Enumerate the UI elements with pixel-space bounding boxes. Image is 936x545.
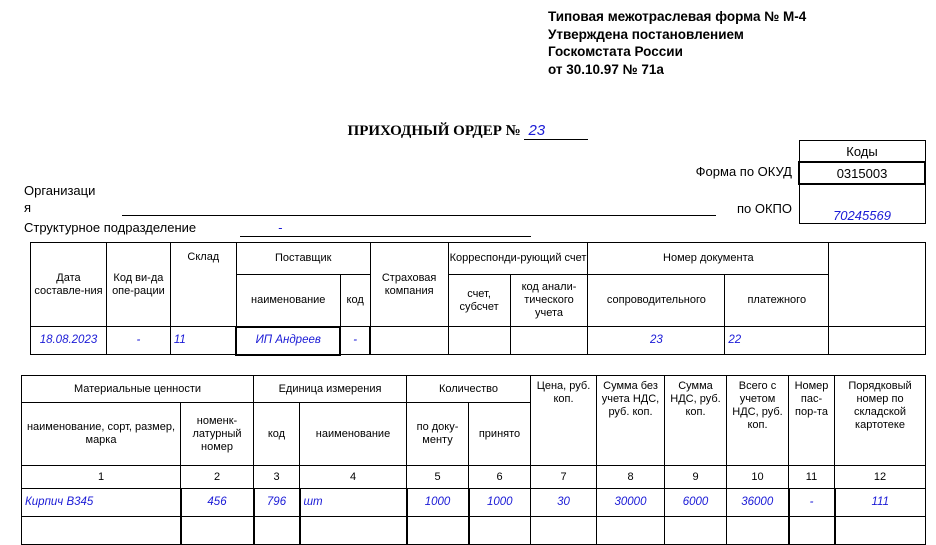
form-header-line: Типовая межотраслевая форма № М-4 [548, 9, 807, 24]
empty-cell [407, 517, 469, 545]
empty-cell [727, 517, 789, 545]
codes-table [798, 140, 926, 224]
okpo-label: по ОКПО [736, 201, 792, 216]
col-header-unit-code: код [254, 403, 300, 466]
col-header-warehouse: Склад [170, 243, 236, 327]
codes-header: Коды [799, 141, 925, 163]
col-header-vat: Сумма НДС, руб. коп. [665, 376, 727, 466]
col-header-nomenclature: номенк-латурный номер [181, 403, 254, 466]
col-header-date: Дата составле-ния [31, 243, 107, 327]
col-number: 9 [665, 466, 727, 489]
okpo-value: 70245569 [833, 208, 891, 223]
empty-cell [597, 517, 665, 545]
cell-extra [829, 327, 926, 355]
cell-vat: 6000 [665, 489, 727, 517]
col-header-supplier-code: код [340, 275, 370, 327]
col-number: 3 [254, 466, 300, 489]
cell-account [448, 327, 510, 355]
form-header-line: Утверждена постановлением [548, 26, 744, 42]
col-number: 6 [469, 466, 531, 489]
col-header-passport: Номер пас-пор-та [789, 376, 835, 466]
cell-supplier-code: - [340, 327, 370, 355]
organization-label [24, 182, 95, 216]
col-header-price: Цена, руб. коп. [531, 376, 597, 466]
cell-unit-name: шт [300, 489, 407, 517]
cell-supplier-name: ИП Андреев [236, 327, 340, 355]
empty-cell [665, 517, 727, 545]
col-header-supplier: Поставщик [236, 243, 370, 275]
subdivision-line [240, 236, 531, 237]
col-header-insurer: Страховая компания [370, 243, 448, 327]
form-header-line: Госкомстата России [548, 44, 683, 59]
col-number: 7 [531, 466, 597, 489]
col-header-op-code: Код ви-да опе-рации [106, 243, 170, 327]
empty-cell [789, 517, 835, 545]
cell-nomenclature: 456 [181, 489, 254, 517]
col-header-total-vat: Всего с учетом НДС, руб. коп. [727, 376, 789, 466]
col-number: 11 [789, 466, 835, 489]
cell-price: 30 [531, 489, 597, 517]
valuables-table [21, 375, 926, 545]
cell-unit-code: 796 [254, 489, 300, 517]
col-header-payment: платежного [725, 275, 829, 327]
cell-by-doc: 1000 [407, 489, 469, 517]
cell-accompanying: 23 [588, 327, 725, 355]
col-number: 4 [300, 466, 407, 489]
cell-accepted: 1000 [469, 489, 531, 517]
col-header-accepted: принято [469, 403, 531, 466]
empty-cell [181, 517, 254, 545]
col-header-doc-number: Номер документа [588, 243, 829, 275]
organization-label-line1: Организаци [24, 183, 96, 198]
form-header [548, 8, 806, 78]
empty-cell [254, 517, 300, 545]
col-header-card-no: Порядковый номер по складской картотеке [835, 376, 926, 466]
col-header-extra [829, 243, 926, 327]
col-header-analytic-code: код анали-тического учета [510, 275, 588, 327]
col-header-quantity: Количество [407, 376, 531, 403]
cell-op-code: - [106, 327, 170, 355]
cell-payment: 22 [725, 327, 829, 355]
subdivision-value: - [278, 220, 283, 235]
organization-label-line2: я [24, 200, 32, 215]
col-number: 8 [597, 466, 665, 489]
cell-card-no: 111 [835, 489, 926, 517]
col-header-unit: Единица измерения [254, 376, 407, 403]
cell-passport: - [789, 489, 835, 517]
col-header-valuables: Материальные ценности [22, 376, 254, 403]
col-number-row [22, 466, 926, 489]
col-number: 10 [727, 466, 789, 489]
cell-warehouse: 11 [170, 327, 236, 355]
col-header-corr-account: Корреспонди-рующий счет [448, 243, 588, 275]
receipt-info-table [30, 242, 926, 356]
table-row [31, 327, 926, 355]
col-number: 2 [181, 466, 254, 489]
okud-value: 0315003 [799, 162, 925, 184]
order-title-label: ПРИХОДНЫЙ ОРДЕР № [347, 123, 521, 139]
order-title [0, 122, 936, 140]
cell-insurer [370, 327, 448, 355]
cell-total: 36000 [727, 489, 789, 517]
empty-cell [300, 517, 407, 545]
col-header-sum-no-vat: Сумма без учета НДС, руб. коп. [597, 376, 665, 466]
okud-label: Форма по ОКУД [695, 164, 792, 179]
col-header-supplier-name: наименование [236, 275, 340, 327]
col-number: 5 [407, 466, 469, 489]
form-header-line: от 30.10.97 № 71а [548, 61, 664, 77]
col-number: 1 [22, 466, 181, 489]
col-header-name: наименование, сорт, размер, марка [22, 403, 181, 466]
cell-sum-no-vat: 30000 [597, 489, 665, 517]
col-header-account: счет, субсчет [448, 275, 510, 327]
cell-analytic-code [510, 327, 588, 355]
col-header-by-doc: по доку-менту [407, 403, 469, 466]
okpo-value-cell [799, 184, 925, 224]
empty-cell [531, 517, 597, 545]
order-number: 23 [524, 122, 588, 140]
table-row [22, 517, 926, 545]
col-header-accompanying: сопроводительного [588, 275, 725, 327]
cell-date: 18.08.2023 [31, 327, 107, 355]
col-header-unit-name: наименование [300, 403, 407, 466]
subdivision-label: Структурное подразделение [24, 220, 197, 235]
table-row [22, 489, 926, 517]
organization-line [122, 215, 716, 216]
empty-cell [469, 517, 531, 545]
empty-cell [835, 517, 926, 545]
col-number: 12 [835, 466, 926, 489]
cell-name: Кирпич В345 [22, 489, 181, 517]
empty-cell [22, 517, 181, 545]
